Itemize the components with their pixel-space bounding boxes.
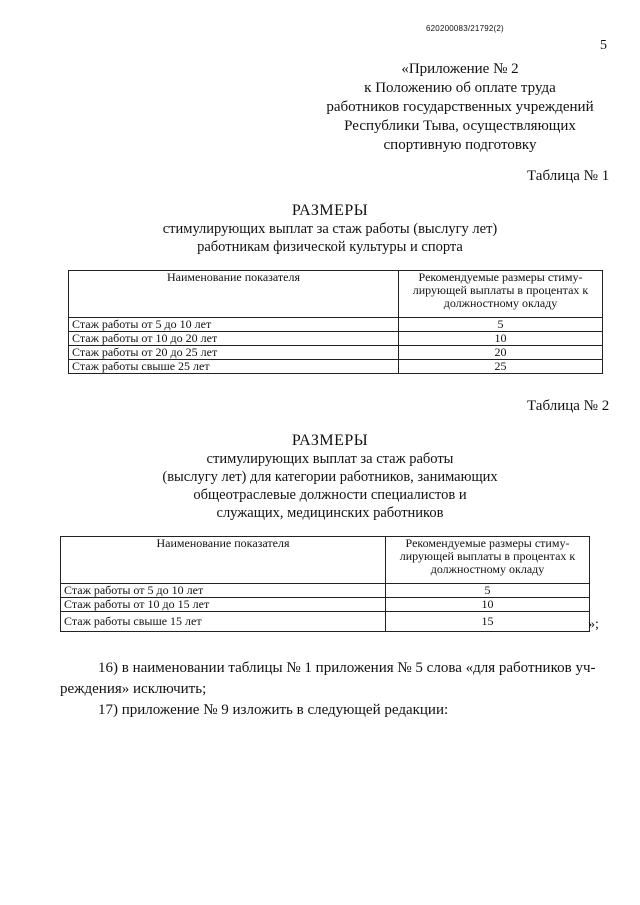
table1-heading-line: стимулирующих выплат за стаж работы (выслугу лет) <box>162 221 498 237</box>
table2-heading-line: служащих, медицинских работников <box>216 505 444 521</box>
row-value: 5 <box>386 584 590 598</box>
table-row <box>69 318 603 332</box>
table1-col2-header <box>399 271 603 318</box>
table1 <box>68 270 603 374</box>
table-row <box>69 332 603 346</box>
table1-col1-header: Наименование показателя <box>69 271 399 318</box>
table2-col2-header <box>386 537 590 584</box>
table2-col2-header-line: Рекомендуемые размеры стиму- <box>405 536 570 550</box>
table1-heading-line: работникам физической культуры и спорта <box>197 239 463 255</box>
table2-col1-header: Наименование показателя <box>61 537 386 584</box>
document-id: 620200083/21792(2) <box>426 24 504 33</box>
table1-heading-title: РАЗМЕРЫ <box>291 202 369 219</box>
appendix-line: «Приложение № 2 <box>401 61 519 77</box>
closing-quote: »; <box>588 617 599 632</box>
table-row <box>69 360 603 374</box>
table-row <box>69 346 603 360</box>
row-value: 25 <box>399 360 603 374</box>
table2-col2-header-line: должностному окладу <box>430 562 545 576</box>
table2-heading-line: общеотраслевые должности специалистов и <box>193 487 467 503</box>
table2-header-row <box>61 537 590 584</box>
table1-col2-header-line: лирующей выплаты в процентах к <box>412 283 589 297</box>
appendix-line: спортивную подготовку <box>383 137 537 153</box>
row-name: Стаж работы свыше 25 лет <box>69 360 399 374</box>
row-value: 10 <box>386 598 590 612</box>
page-number: 5 <box>600 38 607 53</box>
appendix-line: работников государственных учреждений <box>326 99 594 115</box>
table2-label: Таблица № 2 <box>527 398 610 414</box>
appendix-header <box>300 60 620 155</box>
table2-col2-header-line: лирующей выплаты в процентах к <box>399 549 576 563</box>
paragraph-17: 17) приложение № 9 изложить в следующей редакции: <box>98 702 449 718</box>
table1-col2-header-line: Рекомендуемые размеры стиму- <box>418 270 583 284</box>
table2-heading-line: стимулирующих выплат за стаж работы <box>206 451 454 467</box>
appendix-line: Республики Тыва, осуществляющих <box>344 118 576 134</box>
row-value: 10 <box>399 332 603 346</box>
table-row <box>61 598 590 612</box>
table-row <box>61 584 590 598</box>
table2-heading <box>60 432 600 522</box>
row-name: Стаж работы от 5 до 10 лет <box>61 584 386 598</box>
table2 <box>60 536 590 632</box>
table1-label: Таблица № 1 <box>527 168 610 184</box>
row-value: 15 <box>386 612 590 632</box>
paragraph-16-line1: 16) в наименовании таблицы № 1 приложения № 5 слова «для работников уч- <box>98 660 596 676</box>
table1-col2-header-line: должностному окладу <box>443 296 558 310</box>
table1-header-row <box>69 271 603 318</box>
row-value: 5 <box>399 318 603 332</box>
table1-heading <box>60 202 600 256</box>
row-name: Стаж работы от 10 до 15 лет <box>61 598 386 612</box>
row-name: Стаж работы от 5 до 10 лет <box>69 318 399 332</box>
row-name: Стаж работы от 10 до 20 лет <box>69 332 399 346</box>
table-row <box>61 612 590 632</box>
row-value: 20 <box>399 346 603 360</box>
table2-heading-title: РАЗМЕРЫ <box>291 432 369 449</box>
table2-heading-line: (выслугу лет) для категории работников, занимающих <box>162 469 498 485</box>
appendix-line: к Положению об оплате труда <box>364 80 556 96</box>
paragraph-16-line2: реждения» исключить; <box>60 681 207 697</box>
row-name: Стаж работы свыше 15 лет <box>61 612 386 632</box>
row-name: Стаж работы от 20 до 25 лет <box>69 346 399 360</box>
